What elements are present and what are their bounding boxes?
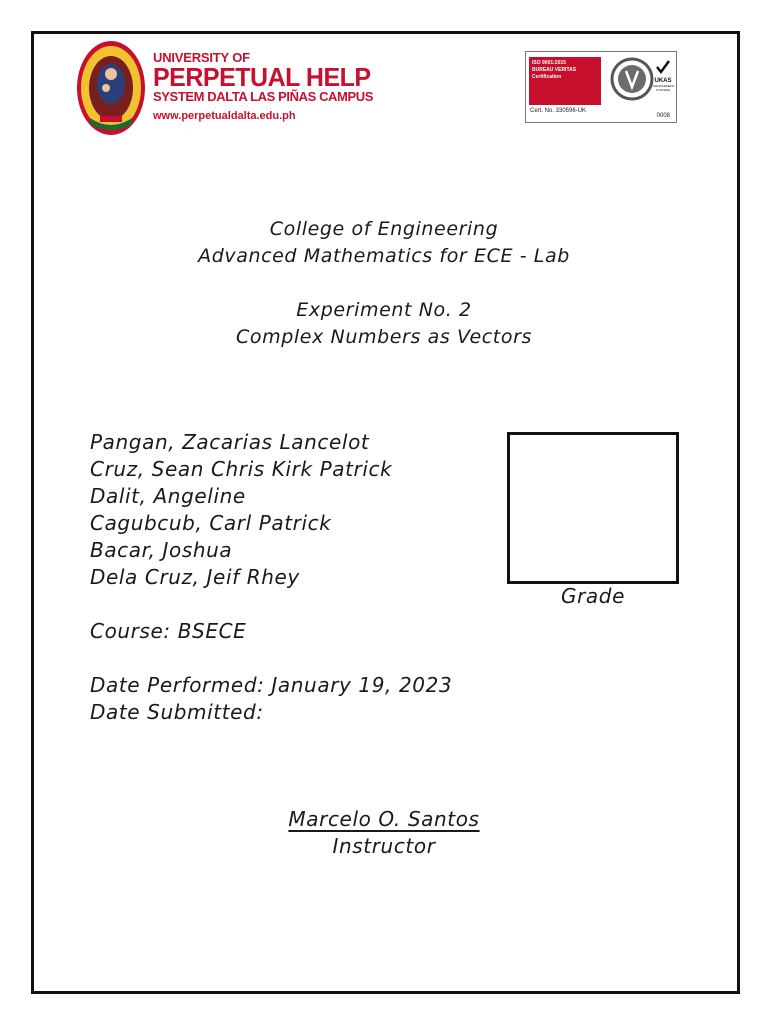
ukas-sub: MANAGEMENT SYSTEMS [653, 84, 675, 92]
member-name: Cagubcub, Carl Patrick [90, 511, 332, 535]
date-performed: Date Performed: January 19, 2023 [90, 673, 453, 697]
cert-number: Cert. No. 330596-UK [530, 108, 587, 114]
cert-type-text: Certification [532, 74, 562, 80]
subject-name: Advanced Mathematics for ECE - Lab [198, 245, 570, 267]
experiment-block [0, 297, 768, 351]
member-name: Pangan, Zacarias Lancelot [90, 430, 370, 454]
instructor-title: Instructor [332, 834, 436, 858]
date-submitted: Date Submitted: [90, 700, 264, 724]
university-name-line1: UNIVERSITY OF [153, 50, 250, 65]
university-website: www.perpetualdalta.edu.ph [153, 110, 296, 122]
ukas-crown-check-icon [654, 58, 672, 76]
dates-block [90, 672, 452, 726]
cert-body-text: BUREAU VERITAS [532, 67, 577, 73]
university-name-line2: PERPETUAL HELP [153, 62, 371, 93]
cert-iso-text: ISO 9001:2015 [532, 60, 566, 66]
member-name: Cruz, Sean Chris Kirk Patrick [90, 457, 393, 481]
course-line: Course: BSECE [90, 619, 247, 643]
member-name: Dela Cruz, Jeif Rhey [90, 565, 300, 589]
bureau-veritas-seal-icon [610, 57, 654, 101]
university-seal-logo [76, 40, 146, 136]
instructor-block [0, 806, 768, 860]
grade-label: Grade [561, 584, 625, 608]
instructor-name: Marcelo O. Santos [288, 807, 480, 831]
ukas-number: 0008 [656, 113, 670, 119]
member-name: Dalit, Angeline [90, 484, 246, 508]
university-name-line3: SYSTEM DALTA LAS PIÑAS CAMPUS [153, 89, 374, 104]
experiment-title: Complex Numbers as Vectors [236, 326, 532, 348]
experiment-number: Experiment No. 2 [296, 299, 472, 321]
member-list [90, 429, 392, 591]
grade-box [507, 432, 679, 584]
member-name: Bacar, Joshua [90, 538, 233, 562]
college-name: College of Engineering [269, 218, 499, 240]
certification-logo [525, 51, 677, 123]
ukas-label: UKAS [654, 78, 672, 84]
title-block [0, 216, 768, 270]
